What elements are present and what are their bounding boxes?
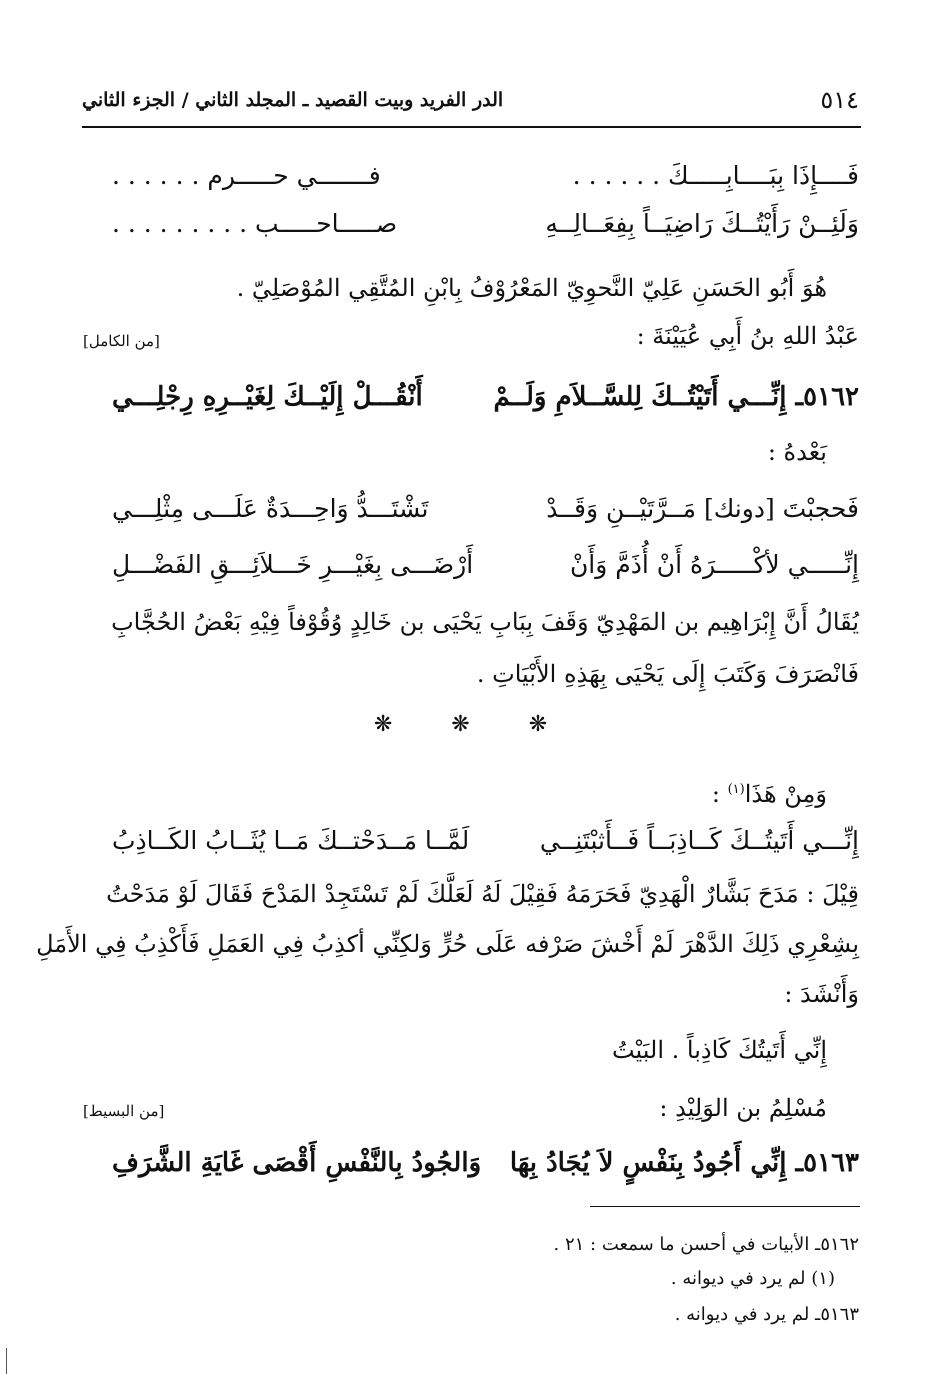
- verse5-second-hemistich: أَرْضَـــى بِغَيْـــرِ خَـــلاَئِـــقِ الفَضْـــلِ: [112, 550, 474, 579]
- section-divider-stars: ❋ ❋ ❋: [373, 712, 574, 737]
- and-from-this-heading: [712, 780, 827, 808]
- after-it-label: بَعْدهُ :: [767, 438, 827, 466]
- meter-label-1: [من الكامل]: [83, 332, 160, 350]
- colon: :: [711, 780, 720, 808]
- verse2-second-hemistich: صـــــاحـــــب . . . . . . . . .: [112, 209, 398, 238]
- footnote-ref-1[interactable]: (١): [727, 782, 745, 797]
- verse6-second-hemistich: لَمَّــا مَــدَحْتــكَ مَــا يُثَــابُ الكَــاذِبُ: [112, 826, 470, 855]
- verse6-first-hemistich: إِنِّـــي أَتَيتُــكَ كَــاذِبَــاً فَــأَثبْتَنِــي: [539, 826, 859, 855]
- bashar-anecdote-line-1: قِيْلَ : مَدَحَ بَشَّارٌ الْهَدِيّ فَحَرَمَهُ فَقِيْلَ لَهُ لَعَلَّكَ لَمْ تَسْتَجِدْ المَدْحَ فَقَالَ لَوْ مَدَحْتُ: [106, 880, 859, 908]
- verse4-first-hemistich: فَحجبْتَ [دونك] مَــرَّتَيْــنِ وَقَــدْ: [546, 494, 859, 523]
- poet-name-2: مُسْلِمُ بن الوَلِيْدِ :: [659, 1094, 827, 1122]
- poet-identification-note: هُوَ أَبُو الحَسَنِ عَلِيّ النَّحوِيّ المَعْرُوْفُ بِابْنِ المُتَّقِي المُوْصَلِيّ .: [236, 274, 827, 302]
- running-header-title: الدر الفريد وبيت القصيد ـ المجلد الثاني / الجزء الثاني: [82, 89, 504, 111]
- verse2-first-hemistich: وَلَئِــنْ رَأَيْتُــكَ رَاضِيَــاً بِفِعَــالِــهِ: [545, 209, 859, 238]
- verse-5162-first-hemistich: ٥١٦٢ـ إِنِّـــي أَتَيْتُــكَ لِلسَّــلاَمِ وَلَــمْ: [493, 382, 859, 412]
- footnote-5163: ٥١٦٣ـ لم يرد في ديوانه .: [674, 1304, 859, 1325]
- anecdote-line-1: يُقَالُ أَنَّ إِبْرَاهِيم بن المَهْدِيّ وَقَفَ بِبَابِ يَحْيَى بن خَالِدٍ وُقُوْفاً فِيْهِ بَعْضُ الحُجَّابِ: [111, 608, 859, 636]
- verse-5163-second-hemistich: وَالجُودُ بِالنَّفْسِ أَقْصَى غَايَةِ الشَّرَفِ: [112, 1148, 482, 1178]
- footnote-separator: [590, 1206, 860, 1207]
- bashar-anecdote-line-3: وَأَنْشَدَ :: [784, 980, 859, 1008]
- verse-5163-first-hemistich: ٥١٦٣ـ إِنِّي أَجُودُ بِنَفْسٍ لاَ يُجَادُ بِهَا: [509, 1148, 859, 1178]
- verse5-first-hemistich: إِنِّـــــي لأكْـــــرَهُ أَنْ أُذَمَّ وَأَنْ: [569, 550, 859, 579]
- verse-5162-second-hemistich: أَنْقُـــلْ إِلَيْــكَ لِغَيْــرِهِ رِجْلِـــي: [112, 382, 423, 412]
- footnote-1: (١) لم يرد في ديوانه .: [670, 1268, 835, 1289]
- footnote-5162: ٥١٦٢ـ الأبيات في أحسن ما سمعت : ٢١ .: [553, 1234, 859, 1255]
- anecdote-line-2: فَانْصَرَفَ وَكَتَبَ إِلَى يَحْيَى بِهَذِهِ الأَبْيَاتِ .: [476, 660, 859, 688]
- page-edge-mark: [6, 1348, 7, 1374]
- meter-label-2: [من البسيط]: [83, 1102, 165, 1120]
- verse1-second-hemistich: فـــــــي حـــــرم . . . . . .: [112, 161, 381, 190]
- verse4-second-hemistich: تَشْتَـــدُّ وَاحِـــدَةٌ عَلَـــى مِثْلِـــي: [112, 494, 429, 523]
- page-number: ٥١٤: [820, 86, 859, 114]
- and-from-this-text: وَمِنْ هَذَا: [744, 780, 827, 808]
- quoted-verse-reference: إِنِّي أَتَيتُكَ كَاذِباً . البَيْتُ: [611, 1036, 827, 1064]
- header-rule: [82, 126, 861, 128]
- poet-name-1: عَبْدُ اللهِ بنُ أَبِي عُيَيْنَةَ :: [636, 322, 859, 350]
- bashar-anecdote-line-2: بِشِعْرِي ذَلِكَ الدَّهْرَ لَمْ أَخْشَ صَرْفه عَلَى حُرٍّ وَلكِنِّي أكذِبُ فِي العَمَلِ فَأَكْذِبُ فِي الأَمَلِ: [36, 930, 859, 958]
- verse1-first-hemistich: فَــــإِذَا بِبَــــابِـــــكَ . . . . . .: [572, 161, 859, 190]
